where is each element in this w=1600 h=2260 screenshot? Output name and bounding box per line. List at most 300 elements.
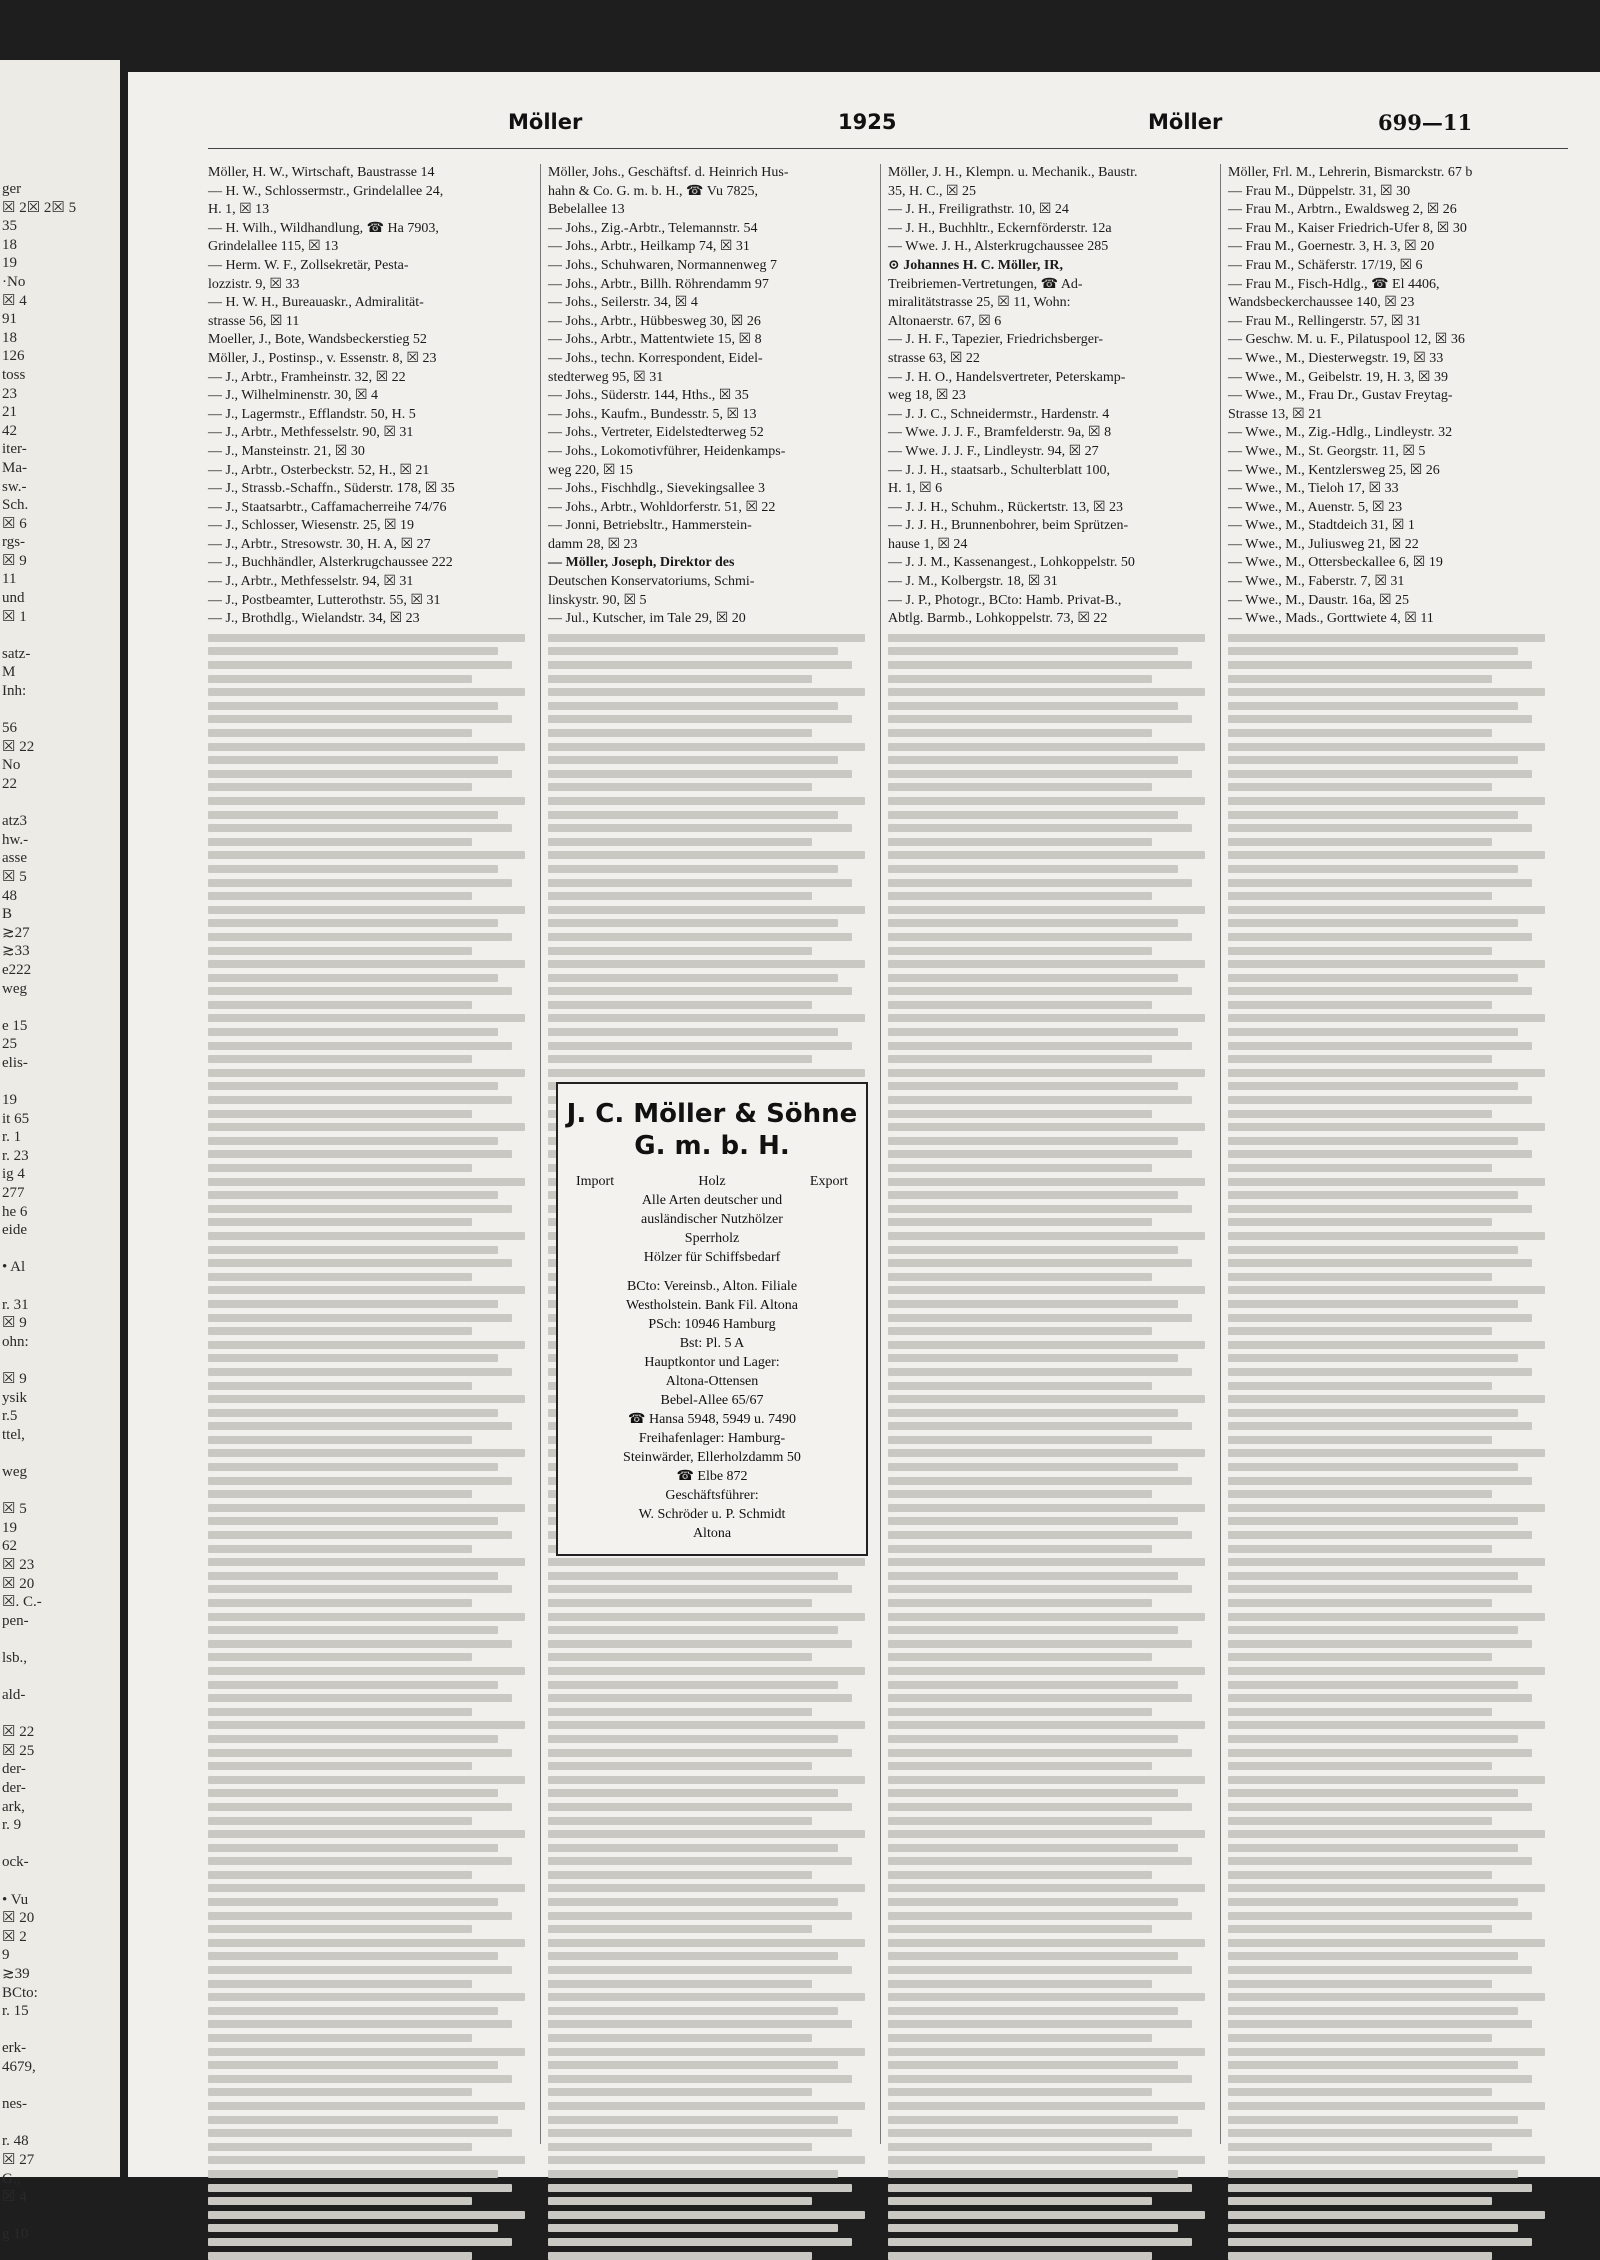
column-divider <box>880 164 881 2144</box>
ad-line: Altona <box>692 1526 732 1541</box>
directory-entry: — Johs., Arbtr., Billh. Röhrendamm 97 <box>548 276 769 292</box>
entry-placeholder <box>548 2048 865 2056</box>
directory-entry: — H. W. H., Bureauaskr., Admiralität- <box>208 295 424 311</box>
entry-placeholder <box>888 1681 1178 1689</box>
entry-placeholder <box>208 1069 525 1077</box>
entry-placeholder <box>888 1096 1192 1104</box>
entry-placeholder <box>208 1422 512 1430</box>
entry-placeholder <box>888 879 1192 887</box>
entry-placeholder <box>208 1001 472 1009</box>
directory-entry: — Wwe., Mads., Gorttwiete 4, ☒ 11 <box>1228 611 1434 627</box>
directory-entry: Wandsbeckerchaussee 140, ☒ 23 <box>1228 295 1415 311</box>
entry-placeholder <box>1228 824 1532 832</box>
entry-placeholder <box>1228 1626 1518 1634</box>
entry-placeholder <box>888 947 1152 955</box>
entry-placeholder <box>208 2061 498 2069</box>
entry-placeholder <box>208 1993 525 2001</box>
entry-placeholder <box>888 1966 1192 1974</box>
entry-placeholder <box>1228 2048 1545 2056</box>
entry-placeholder <box>1228 2034 1492 2042</box>
page-number: 699—11 <box>1378 110 1473 135</box>
entry-placeholder <box>548 1980 812 1988</box>
entry-placeholder <box>888 1830 1205 1838</box>
directory-entry: — Frau M., Schäferstr. 17/19, ☒ 6 <box>1228 257 1423 273</box>
directory-entry: Möller, J., Postinsp., v. Essenstr. 8, ☒ 23 <box>208 350 437 366</box>
entry-placeholder <box>888 2088 1152 2096</box>
directory-entry: — H. Wilh., Wildhandlung, ☎ Ha 7903, <box>208 220 439 236</box>
entry-placeholder <box>1228 1844 1518 1852</box>
entry-placeholder <box>208 1232 525 1240</box>
entry-placeholder <box>208 1585 512 1593</box>
directory-column-1 <box>208 164 538 2144</box>
entry-placeholder <box>208 1286 525 1294</box>
entry-placeholder <box>548 2075 852 2083</box>
entry-placeholder <box>1228 1382 1492 1390</box>
entry-placeholder <box>1228 1653 1492 1661</box>
entry-placeholder <box>1228 756 1518 764</box>
entry-placeholder <box>548 1667 865 1675</box>
entry-placeholder <box>548 1653 812 1661</box>
entry-placeholder <box>1228 770 1532 778</box>
header-year: 1925 <box>838 110 897 134</box>
entry-placeholder <box>208 2129 512 2137</box>
entry-placeholder <box>888 919 1178 927</box>
ad-line: Sperrholz <box>684 1231 740 1246</box>
entry-placeholder <box>888 1599 1152 1607</box>
directory-entry: — J. H. F., Tapezier, Friedrichsberger- <box>888 332 1104 348</box>
entry-placeholder <box>1228 1110 1492 1118</box>
entry-placeholder <box>1228 1354 1518 1362</box>
entry-placeholder <box>208 1110 472 1118</box>
entry-placeholder <box>208 1925 472 1933</box>
entry-placeholder <box>208 1178 525 1186</box>
entry-placeholder <box>548 2238 852 2246</box>
entry-placeholder <box>1228 1178 1545 1186</box>
directory-entry: — J., Arbtr., Stresowstr. 30, H. A, ☒ 27 <box>208 536 431 552</box>
entry-placeholder <box>208 1504 525 1512</box>
directory-entry: — J., Arbtr., Methfesselstr. 94, ☒ 31 <box>208 574 414 590</box>
entry-placeholder <box>1228 1939 1545 1947</box>
entry-placeholder <box>1228 838 1492 846</box>
directory-entry: — Johs., Arbtr., Wohldorferstr. 51, ☒ 22 <box>548 499 776 515</box>
entry-placeholder <box>548 675 812 683</box>
entry-placeholder <box>548 1585 852 1593</box>
entry-placeholder <box>208 1490 472 1498</box>
directory-entry: — Wwe., M., Kentzlersweg 25, ☒ 26 <box>1228 462 1440 478</box>
entry-placeholder <box>888 1409 1178 1417</box>
entry-placeholder <box>1228 1191 1518 1199</box>
entry-placeholder <box>208 1191 498 1199</box>
directory-entry: — Johs., Vertreter, Eidelstedterweg 52 <box>548 425 764 441</box>
directory-entry: strasse 56, ☒ 11 <box>208 313 300 329</box>
entry-placeholder <box>888 797 1205 805</box>
entry-placeholder <box>1228 1708 1492 1716</box>
entry-placeholder <box>548 1613 865 1621</box>
entry-placeholder <box>548 2197 812 2205</box>
entry-placeholder <box>888 1708 1152 1716</box>
entry-placeholder <box>548 2211 865 2219</box>
entry-placeholder <box>1228 933 1532 941</box>
entry-placeholder <box>548 1925 812 1933</box>
entry-placeholder <box>208 1327 472 1335</box>
entry-placeholder <box>548 1599 812 1607</box>
ad-line: PSch: 10946 Hamburg <box>648 1317 776 1332</box>
entry-placeholder <box>548 1830 865 1838</box>
entry-placeholder <box>888 1191 1178 1199</box>
entry-placeholder <box>208 1137 498 1145</box>
entry-placeholder <box>548 1912 852 1920</box>
directory-column-3 <box>888 164 1218 2144</box>
entry-placeholder <box>208 2211 525 2219</box>
entry-placeholder <box>888 1395 1205 1403</box>
entry-placeholder <box>888 2034 1152 2042</box>
directory-entry: — Geschw. M. u. F., Pilatuspool 12, ☒ 36 <box>1228 332 1465 348</box>
directory-entry: — Wwe., M., Tieloh 17, ☒ 33 <box>1228 481 1399 497</box>
entry-placeholder <box>208 1789 498 1797</box>
directory-entry: — Johs., Arbtr., Mattentwiete 15, ☒ 8 <box>548 332 762 348</box>
entry-placeholder <box>208 1572 498 1580</box>
entry-placeholder <box>208 1762 472 1770</box>
entry-placeholder <box>208 1803 512 1811</box>
entry-placeholder <box>888 647 1178 655</box>
ad-line: Altona-Ottensen <box>665 1374 759 1389</box>
entry-placeholder <box>548 824 852 832</box>
directory-entry: — J., Postbeamter, Lutterothstr. 55, ☒ 31 <box>208 592 441 608</box>
entry-placeholder <box>888 1273 1152 1281</box>
entry-placeholder <box>548 892 812 900</box>
entry-placeholder <box>208 2197 472 2205</box>
entry-placeholder <box>548 2020 852 2028</box>
entry-placeholder <box>1228 2143 1492 2151</box>
entry-placeholder <box>1228 1504 1545 1512</box>
ad-line: Alle Arten deutscher und <box>641 1193 783 1208</box>
entry-placeholder <box>1228 1490 1492 1498</box>
entry-placeholder <box>888 675 1152 683</box>
entry-placeholder <box>888 756 1178 764</box>
entry-placeholder <box>888 1286 1205 1294</box>
entry-placeholder <box>888 1246 1178 1254</box>
entry-placeholder <box>208 838 472 846</box>
entry-placeholder <box>888 1776 1205 1784</box>
ad-line: W. Schröder u. P. Schmidt <box>638 1507 786 1522</box>
entry-placeholder <box>208 947 472 955</box>
entry-placeholder <box>208 851 525 859</box>
entry-placeholder <box>888 1490 1152 1498</box>
entry-placeholder <box>208 987 512 995</box>
entry-placeholder <box>1228 1993 1545 2001</box>
entry-placeholder <box>1228 2088 1492 2096</box>
directory-entry: — Wwe., M., Juliusweg 21, ☒ 22 <box>1228 536 1419 552</box>
entry-placeholder <box>1228 892 1492 900</box>
entry-placeholder <box>548 1776 865 1784</box>
entry-placeholder <box>208 2007 498 2015</box>
directory-entry: — J., Brothdlg., Wielandstr. 34, ☒ 23 <box>208 611 420 627</box>
entry-placeholder <box>208 675 472 683</box>
directory-entry: ⊙ Johannes H. C. Möller, IR, <box>888 257 1063 273</box>
entry-placeholder <box>1228 1681 1518 1689</box>
directory-entry: — Wwe., M., St. Georgstr. 11, ☒ 5 <box>1228 443 1426 459</box>
entry-placeholder <box>208 1082 498 1090</box>
entry-placeholder <box>1228 1096 1532 1104</box>
entry-placeholder <box>208 1667 525 1675</box>
entry-placeholder <box>888 729 1152 737</box>
entry-placeholder <box>1228 675 1492 683</box>
entry-placeholder <box>548 2088 812 2096</box>
entry-placeholder <box>888 2211 1205 2219</box>
entry-placeholder <box>548 1952 838 1960</box>
entry-placeholder <box>548 1694 852 1702</box>
entry-placeholder <box>888 1178 1205 1186</box>
ad-line: ☎ Elbe 872 <box>676 1469 748 1484</box>
entry-placeholder <box>1228 1246 1518 1254</box>
entry-placeholder <box>208 1721 525 1729</box>
entry-placeholder <box>208 2143 472 2151</box>
entry-placeholder <box>1228 974 1518 982</box>
entry-placeholder <box>208 1259 512 1267</box>
entry-placeholder <box>888 770 1192 778</box>
entry-placeholder <box>208 1300 498 1308</box>
directory-entry: miralitätstrasse 25, ☒ 11, Wohn: <box>888 295 1071 311</box>
entry-placeholder <box>888 2170 1178 2178</box>
entry-placeholder <box>548 1789 838 1797</box>
entry-placeholder <box>888 1327 1152 1335</box>
entry-placeholder <box>548 987 852 995</box>
entry-placeholder <box>208 1749 512 1757</box>
entry-placeholder <box>208 1871 472 1879</box>
entry-placeholder <box>888 1789 1178 1797</box>
entry-placeholder <box>548 647 838 655</box>
directory-entry: — J., Lagermstr., Efflandstr. 50, H. 5 <box>208 406 416 422</box>
entry-placeholder <box>208 2034 472 2042</box>
header-rule <box>208 148 1568 149</box>
directory-entry: — Frau M., Rellingerstr. 57, ☒ 31 <box>1228 313 1421 329</box>
entry-placeholder <box>888 1382 1152 1390</box>
entry-placeholder <box>208 892 472 900</box>
entry-placeholder <box>1228 1055 1492 1063</box>
directory-entry: — Jonni, Betriebsltr., Hammerstein- <box>548 518 752 534</box>
directory-entry: — Johs., Lokomotivführer, Heidenkamps- <box>548 443 786 459</box>
directory-entry: Deutschen Konservatoriums, Schmi- <box>548 574 755 590</box>
entry-placeholder <box>1228 1572 1518 1580</box>
entry-placeholder <box>1228 1477 1532 1485</box>
entry-placeholder <box>208 1939 525 1947</box>
entry-placeholder <box>208 1436 472 1444</box>
directory-entry: — Wwe. J. J. F., Lindleystr. 94, ☒ 27 <box>888 443 1099 459</box>
entry-placeholder <box>888 783 1152 791</box>
entry-placeholder <box>888 2197 1152 2205</box>
entry-placeholder <box>1228 1694 1532 1702</box>
entry-placeholder <box>1228 1735 1518 1743</box>
directory-entry: — J., Wilhelminenstr. 30, ☒ 4 <box>208 388 379 404</box>
directory-entry: — J. H. O., Handelsvertreter, Peterskamp- <box>888 369 1126 385</box>
entry-placeholder <box>1228 715 1532 723</box>
entry-placeholder <box>1228 2020 1532 2028</box>
entry-placeholder <box>1228 1395 1545 1403</box>
entry-placeholder <box>888 892 1152 900</box>
entry-placeholder <box>1228 1164 1492 1172</box>
directory-entry: — J. J. M., Kassenangest., Lohkoppelstr. 50 <box>888 555 1135 571</box>
entry-placeholder <box>888 1531 1192 1539</box>
entry-placeholder <box>208 729 472 737</box>
entry-placeholder <box>208 1246 498 1254</box>
entry-placeholder <box>1228 1436 1492 1444</box>
entry-placeholder <box>1228 1884 1545 1892</box>
entry-placeholder <box>548 1626 838 1634</box>
entry-placeholder <box>888 1667 1205 1675</box>
entry-placeholder <box>1228 702 1518 710</box>
entry-placeholder <box>548 879 852 887</box>
entry-placeholder <box>1228 1803 1532 1811</box>
entry-placeholder <box>888 1123 1205 1131</box>
directory-entry: lozzistr. 9, ☒ 33 <box>208 276 300 292</box>
entry-placeholder <box>1228 647 1518 655</box>
directory-entry: — Wwe., M., Geibelstr. 19, H. 3, ☒ 39 <box>1228 369 1448 385</box>
directory-entry: — Wwe. J. J. F., Bramfelderstr. 9a, ☒ 8 <box>888 425 1112 441</box>
entry-placeholder <box>1228 1449 1545 1457</box>
entry-placeholder <box>1228 865 1518 873</box>
entry-placeholder <box>208 1898 498 1906</box>
entry-placeholder <box>1228 1871 1492 1879</box>
directory-entry: — Johs., Schuhwaren, Normannenweg 7 <box>548 257 778 273</box>
directory-entry: Abtlg. Barmb., Lohkoppelstr. 73, ☒ 22 <box>888 611 1108 627</box>
entry-placeholder <box>1228 661 1532 669</box>
entry-placeholder <box>888 1110 1152 1118</box>
entry-placeholder <box>548 1055 812 1063</box>
entry-placeholder <box>1228 811 1518 819</box>
directory-entry: — Wwe., M., Faberstr. 7, ☒ 31 <box>1228 574 1405 590</box>
directory-entry: — Wwe., M., Daustr. 16a, ☒ 25 <box>1228 592 1410 608</box>
entry-placeholder <box>208 647 498 655</box>
entry-placeholder <box>888 1259 1192 1267</box>
entry-placeholder <box>548 1762 812 1770</box>
directory-entry: — Wwe., M., Frau Dr., Gustav Freytag- <box>1228 388 1453 404</box>
entry-placeholder <box>548 1749 852 1757</box>
entry-placeholder <box>208 1042 512 1050</box>
entry-placeholder <box>548 1735 838 1743</box>
entry-placeholder <box>1228 2238 1532 2246</box>
entry-placeholder <box>208 1966 512 1974</box>
entry-placeholder <box>1228 2075 1532 2083</box>
entry-placeholder <box>548 1014 865 1022</box>
entry-placeholder <box>1228 1327 1492 1335</box>
directory-entry: — Möller, Joseph, Direktor des <box>548 555 735 571</box>
ad-line: Bebel-Allee 65/67 <box>660 1393 764 1408</box>
entry-placeholder <box>1228 2061 1518 2069</box>
entry-placeholder <box>208 2184 512 2192</box>
entry-placeholder <box>208 2252 472 2260</box>
entry-placeholder <box>1228 1762 1492 1770</box>
directory-entry: — Johs., Zig.-Arbtr., Telemannstr. 54 <box>548 220 758 236</box>
company-advertisement <box>556 1082 868 1556</box>
entry-placeholder <box>1228 2102 1545 2110</box>
entry-placeholder <box>1228 1531 1532 1539</box>
entry-placeholder <box>888 2224 1178 2232</box>
entry-placeholder <box>888 1354 1178 1362</box>
entry-placeholder <box>208 1708 472 1716</box>
entry-placeholder <box>208 1517 498 1525</box>
directory-entry: — J. P., Photogr., BCto: Hamb. Privat-B., <box>888 592 1122 608</box>
entry-placeholder <box>888 1082 1178 1090</box>
entry-placeholder <box>888 1069 1205 1077</box>
entry-placeholder <box>1228 919 1518 927</box>
directory-entry: — Johs., Arbtr., Hübbesweg 30, ☒ 26 <box>548 313 761 329</box>
entry-placeholder <box>208 1694 512 1702</box>
entry-placeholder <box>208 1626 498 1634</box>
entry-placeholder <box>548 2061 838 2069</box>
entry-placeholder <box>208 2170 498 2178</box>
entry-placeholder <box>888 2116 1178 2124</box>
entry-placeholder <box>888 1626 1178 1634</box>
directory-entry: linskystr. 90, ☒ 5 <box>548 592 647 608</box>
directory-entry: — Frau M., Arbtrn., Ewaldsweg 2, ☒ 26 <box>1228 202 1457 218</box>
entry-placeholder <box>548 756 838 764</box>
directory-entry: — Johs., Fischhdlg., Sievekingsallee 3 <box>548 481 765 497</box>
entry-placeholder <box>1228 2129 1532 2137</box>
entry-placeholder <box>1228 1640 1532 1648</box>
ad-trade-line <box>558 1172 866 1191</box>
entry-placeholder <box>1228 1123 1545 1131</box>
entry-placeholder <box>208 1123 525 1131</box>
entry-placeholder <box>888 1585 1192 1593</box>
directory-entry: weg 18, ☒ 23 <box>888 388 966 404</box>
entry-placeholder <box>208 879 512 887</box>
entry-placeholder <box>888 1517 1178 1525</box>
entry-placeholder <box>548 1898 838 1906</box>
entry-placeholder <box>208 1409 498 1417</box>
entry-placeholder <box>548 1721 865 1729</box>
entry-placeholder <box>888 1137 1178 1145</box>
ad-line: Bst: Pl. 5 A <box>679 1336 745 1351</box>
ad-line: BCto: Vereinsb., Alton. Filiale <box>626 1279 798 1294</box>
entry-placeholder <box>548 1001 812 1009</box>
entry-placeholder <box>888 1014 1205 1022</box>
ad-line: Geschäftsführer: <box>665 1488 759 1503</box>
entry-placeholder <box>1228 1585 1532 1593</box>
entry-placeholder <box>208 1830 525 1838</box>
directory-entry: Möller, H. W., Wirtschaft, Baustrasse 14 <box>208 165 435 180</box>
ad-company-form: G. m. b. H. <box>634 1131 790 1161</box>
entry-placeholder <box>208 783 472 791</box>
directory-entry: Altonaerstr. 67, ☒ 6 <box>888 313 1002 329</box>
entry-placeholder <box>1228 1286 1545 1294</box>
directory-entry: strasse 63, ☒ 22 <box>888 350 980 366</box>
entry-placeholder <box>208 688 525 696</box>
entry-placeholder <box>1228 1069 1545 1077</box>
entry-placeholder <box>888 634 1205 642</box>
directory-entry: — Johs., Seilerstr. 34, ☒ 4 <box>548 295 698 311</box>
directory-entry: — Wwe., M., Diesterwegstr. 19, ☒ 33 <box>1228 350 1444 366</box>
entry-placeholder <box>208 1681 498 1689</box>
entry-placeholder <box>208 1096 512 1104</box>
entry-placeholder <box>888 1572 1178 1580</box>
ad-line: Hauptkontor und Lager: <box>644 1355 780 1370</box>
entry-placeholder <box>1228 729 1492 737</box>
entry-placeholder <box>208 1558 525 1566</box>
directory-entry: — Wwe. J. H., Alsterkrugchaussee 285 <box>888 239 1109 255</box>
entry-placeholder <box>888 974 1178 982</box>
entry-placeholder <box>888 1463 1178 1471</box>
entry-placeholder <box>208 2102 525 2110</box>
ad-line: Westholstein. Bank Fil. Altona <box>626 1298 798 1313</box>
entry-placeholder <box>888 1164 1152 1172</box>
entry-placeholder <box>208 1218 472 1226</box>
entry-placeholder <box>548 974 838 982</box>
entry-placeholder <box>1228 879 1532 887</box>
directory-entry: stedterweg 95, ☒ 31 <box>548 369 664 385</box>
entry-placeholder <box>208 811 498 819</box>
entry-placeholder <box>548 1871 812 1879</box>
entry-placeholder <box>208 1354 498 1362</box>
